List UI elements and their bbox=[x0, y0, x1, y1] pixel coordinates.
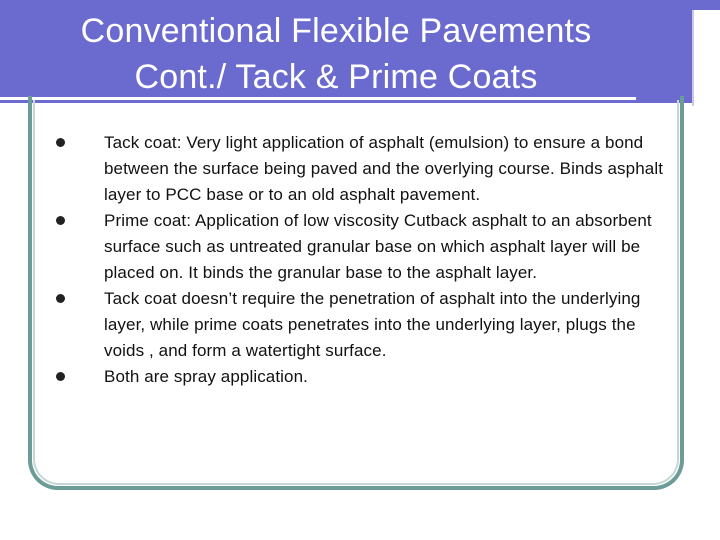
slide-title bbox=[0, 8, 672, 100]
bullet-item-tack-coat bbox=[0, 130, 720, 208]
bullet-text: Prime coat: Application of low viscosity Cutback asphalt to an absorbent surface such as untreated granular base on which asphalt layer will be placed on. It binds the granular base to the asphalt layer. bbox=[104, 211, 652, 282]
title-corner-decoration bbox=[692, 10, 720, 106]
bullet-item-spray-application bbox=[0, 364, 720, 390]
bullet-text: Both are spray application. bbox=[104, 367, 308, 386]
bullet-item-penetration bbox=[0, 286, 720, 364]
bullet-text: Tack coat: Very light application of asphalt (emulsion) to ensure a bond between the surface being paved and the overlying course. Binds asphalt layer to PCC base or to an old asphalt pavement. bbox=[104, 133, 664, 204]
bullet-dot-icon bbox=[56, 372, 65, 381]
bullet-item-prime-coat bbox=[0, 208, 720, 286]
bullet-dot-icon bbox=[56, 216, 65, 225]
bullet-dot-icon bbox=[56, 138, 65, 147]
bullet-list bbox=[0, 130, 720, 390]
slide-title-line-2: Cont./ Tack & Prime Coats bbox=[134, 58, 538, 96]
bullet-dot-icon bbox=[56, 294, 65, 303]
bullet-text: Tack coat doesn’t require the penetration of asphalt into the underlying layer, while prime coats penetrates into the underlying layer, plugs the voids , and form a watertight surface. bbox=[104, 289, 641, 360]
slide-title-line-1: Conventional Flexible Pavements bbox=[80, 12, 592, 50]
